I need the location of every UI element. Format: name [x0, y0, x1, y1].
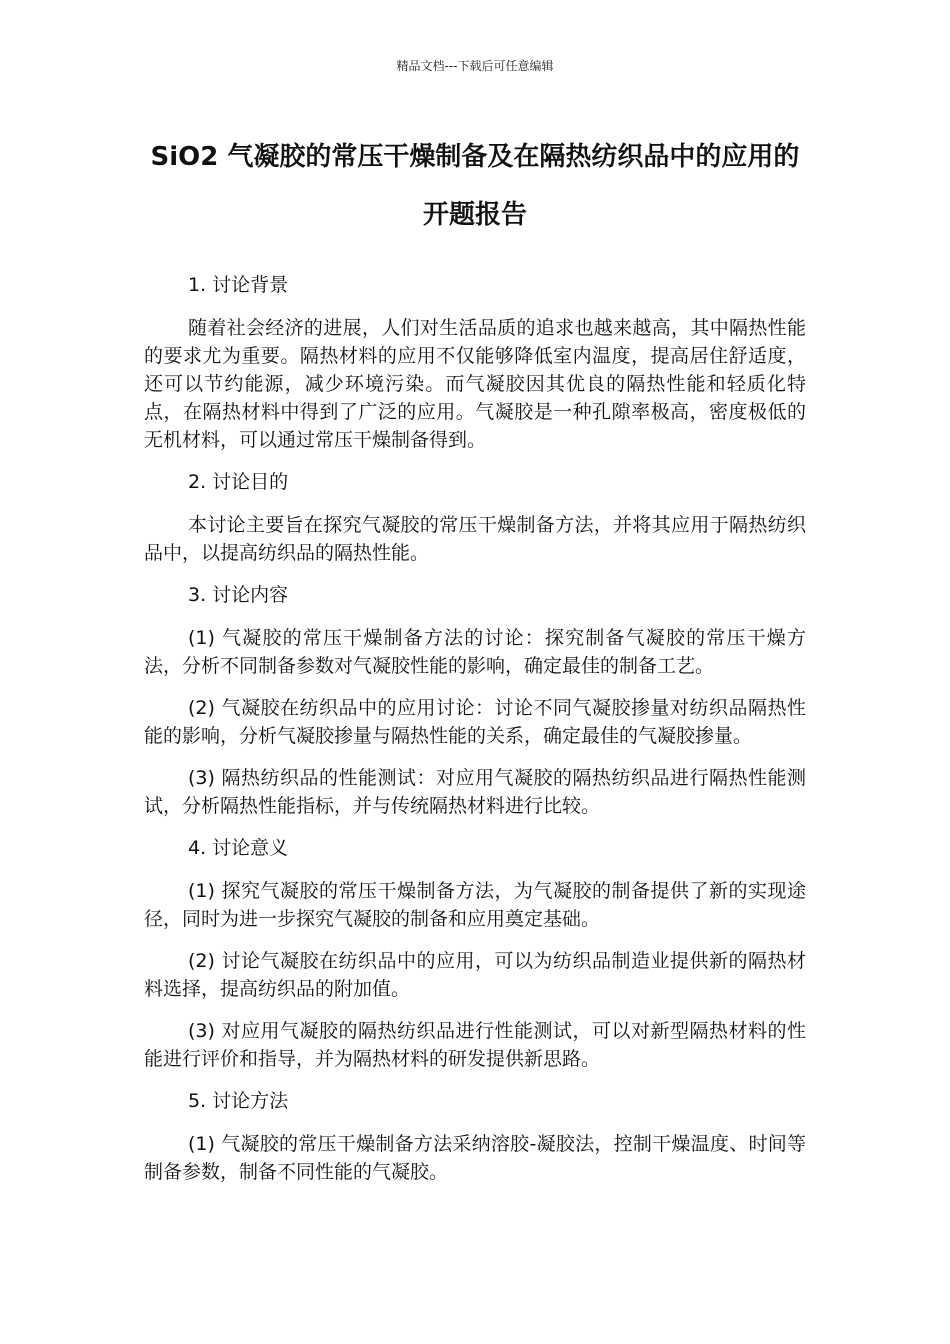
section-background [144, 271, 806, 454]
paragraph: (3) 隔热纺织品的性能测试：对应用气凝胶的隔热纺织品进行隔热性能测试，分析隔热性能指标，并与传统隔热材料进行比较。 [144, 767, 806, 817]
paragraph: 本讨论主要旨在探究气凝胶的常压干燥制备方法，并将其应用于隔热纺织品中，以提高纺织品的隔热性能。 [144, 514, 806, 564]
paragraph: (2) 讨论气凝胶在纺织品中的应用，可以为纺织品制造业提供新的隔热材料选择，提高纺织品的附加值。 [144, 950, 806, 1000]
paragraph: 随着社会经济的进展，人们对生活品质的追求也越来越高，其中隔热性能的要求尤为重要。隔热材料的应用不仅能够降低室内温度，提高居住舒适度，还可以节约能源，减少环境污染。而气凝胶因其优良的隔热性能和轻质化特点，在隔热材料中得到了广泛的应用。气凝胶是一种孔隙率极高，密度极低的无机材料，可以通过常压干燥制备得到。 [144, 317, 806, 451]
section-content [144, 581, 806, 820]
section-purpose [144, 468, 806, 567]
paragraph: (3) 对应用气凝胶的隔热纺织品进行性能测试，可以对新型隔热材料的性能进行评价和指导，并为隔热材料的研发提供新思路。 [144, 1020, 806, 1070]
section-heading: 5. 讨论方法 [188, 1090, 289, 1112]
section-heading: 1. 讨论背景 [188, 274, 289, 296]
document-title: SiO2 气凝胶的常压干燥制备及在隔热纺织品中的应用的开题报告 [150, 142, 800, 230]
header-note: 精品文档---下载后可任意编辑 [396, 59, 554, 73]
section-heading: 3. 讨论内容 [188, 584, 289, 606]
paragraph: (1) 气凝胶的常压干燥制备方法采纳溶胶-凝胶法，控制干燥温度、时间等制备参数，制备不同性能的气凝胶。 [144, 1133, 806, 1183]
paragraph: (2) 气凝胶在纺织品中的应用讨论：讨论不同气凝胶掺量对纺织品隔热性能的影响，分析气凝胶掺量与隔热性能的关系，确定最佳的气凝胶掺量。 [144, 697, 806, 747]
section-heading: 4. 讨论意义 [188, 837, 289, 859]
section-significance [144, 834, 806, 1073]
section-heading: 2. 讨论目的 [188, 471, 289, 493]
paragraph: (1) 探究气凝胶的常压干燥制备方法，为气凝胶的制备提供了新的实现途径，同时为进一步探究气凝胶的制备和应用奠定基础。 [144, 880, 806, 930]
paragraph: (1) 气凝胶的常压干燥制备方法的讨论：探究制备气凝胶的常压干燥方法，分析不同制备参数对气凝胶性能的影响，确定最佳的制备工艺。 [144, 627, 806, 677]
document-body [144, 271, 806, 1200]
section-method [144, 1087, 806, 1186]
